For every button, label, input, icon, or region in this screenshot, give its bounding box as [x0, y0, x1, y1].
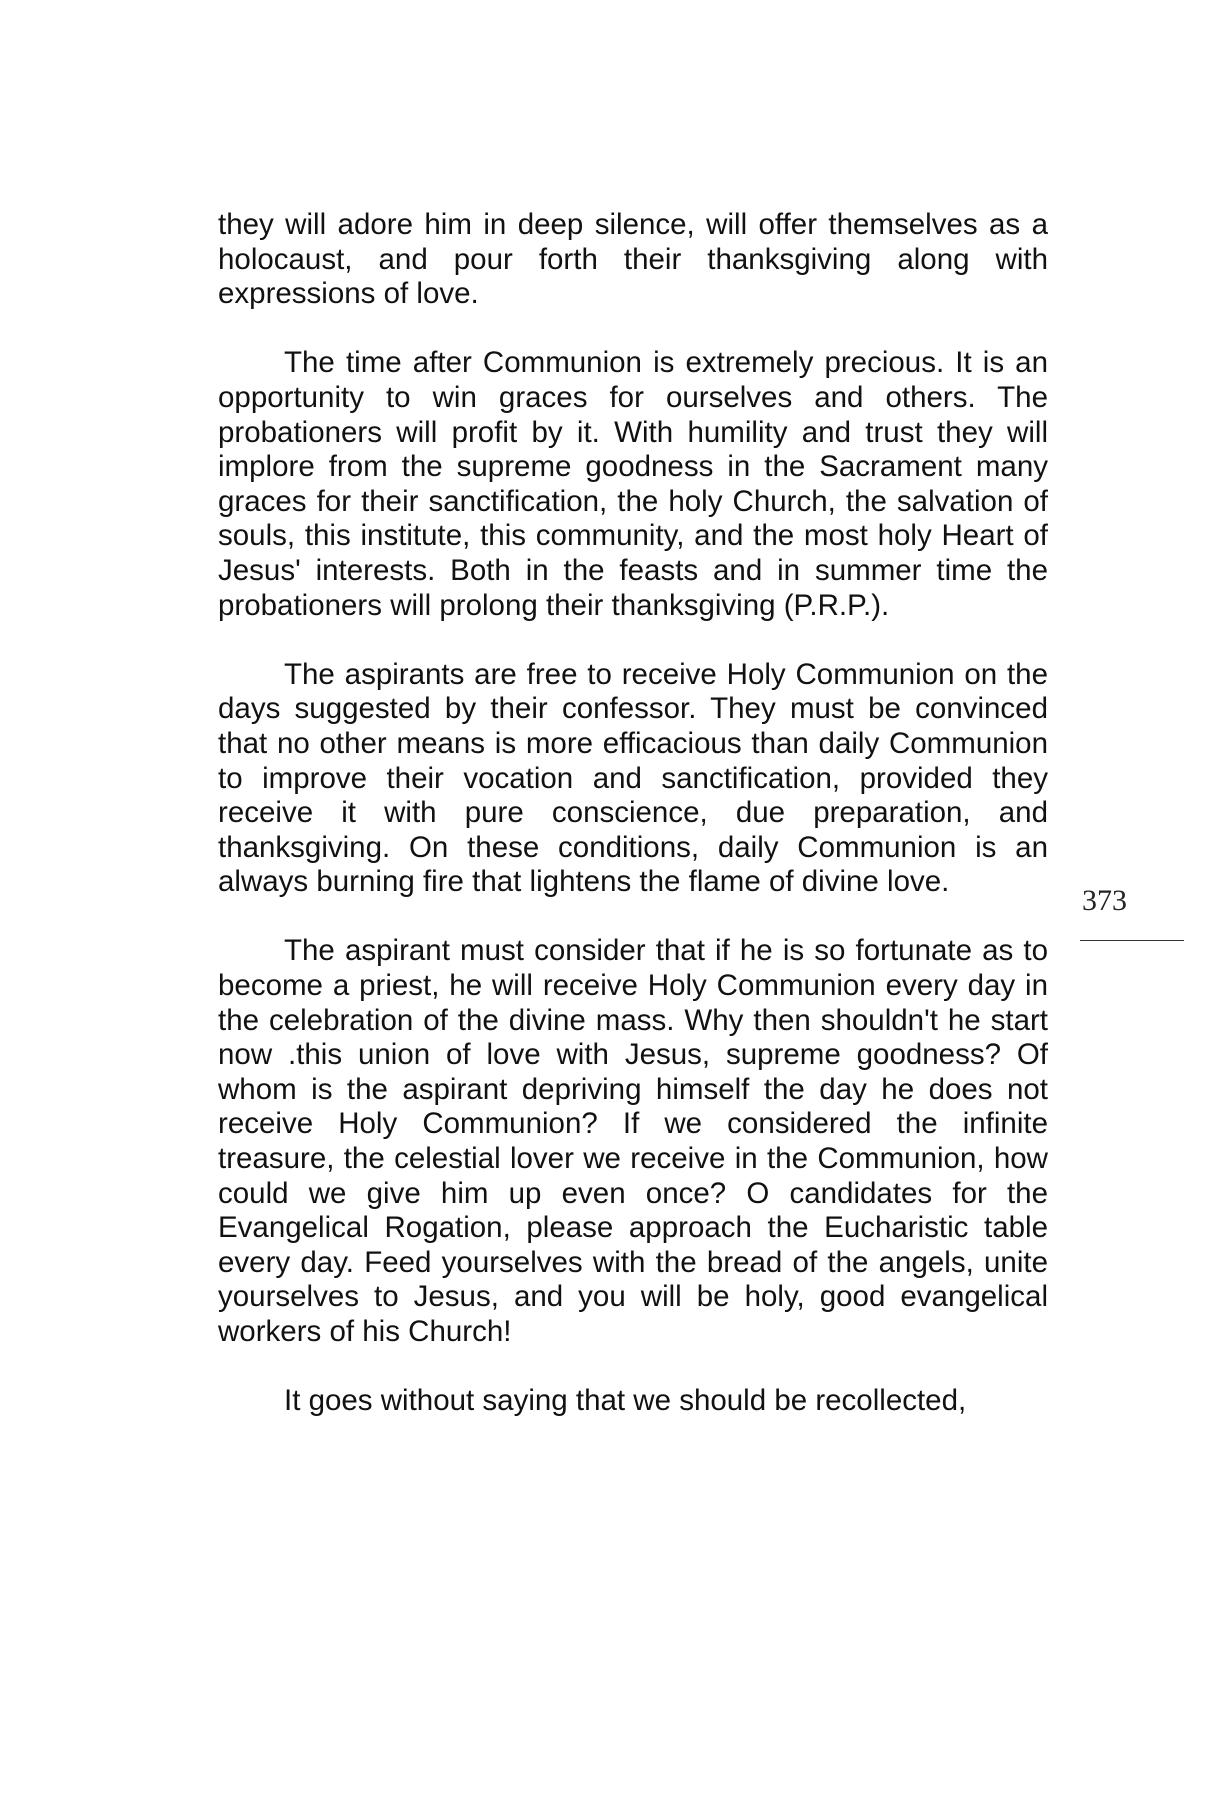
body-text	[218, 208, 1048, 1453]
paragraph-priest: The aspirant must consider that if he is so fortunate as to become a priest, he will receive Holy Communion every day in the celebration of the divine mass. Why then shouldn't he start now .this union of love with Jesus, supreme goodness? Of whom is the aspirant depriving himself the day he does not receive Holy Communion? If we considered the infinite treasure, the celestial lover we receive in the Communion, how could we give him up even once? O candidates for the Evangelical Rogation, please approach the Eucharistic table every day. Feed yourselves with the bread of the angels, unite yourselves to Jesus, and you will be holy, good evangelical workers of his Church!	[218, 934, 1048, 1348]
paragraph-recollected: It goes without saying that we should be recollected,	[284, 1384, 967, 1418]
page-number: 373	[1082, 884, 1127, 917]
page-number-rule	[1080, 940, 1184, 941]
paragraph-aspirants: The aspirants are free to receive Holy Communion on the days suggested by their confessor. They must be convinced that no other means is more efficacious than daily Communion to improve their vocation and sanctification, provided they receive it with pure conscience, due preparation, and thanksgiving. On these conditions, daily Communion is an always burning fire that lightens the flame of divine love.	[218, 657, 1048, 899]
paragraph-continued: they will adore him in deep silence, will offer themselves as a holocaust, and pour forth their thanksgiving along with expressions of love.	[218, 208, 1048, 311]
paragraph-thanksgiving: The time after Communion is extremely precious. It is an opportunity to win graces for ourselves and others. The probationers will profit by it. With humility and trust they will implore from the supreme goodness in the Sacrament many graces for their sanctification, the holy Church, the salvation of souls, this institute, this community, and the most holy Heart of Jesus' interests. Both in the feasts and in summer time the probationers will prolong their thanksgiving (P.R.P.).	[218, 346, 1048, 622]
